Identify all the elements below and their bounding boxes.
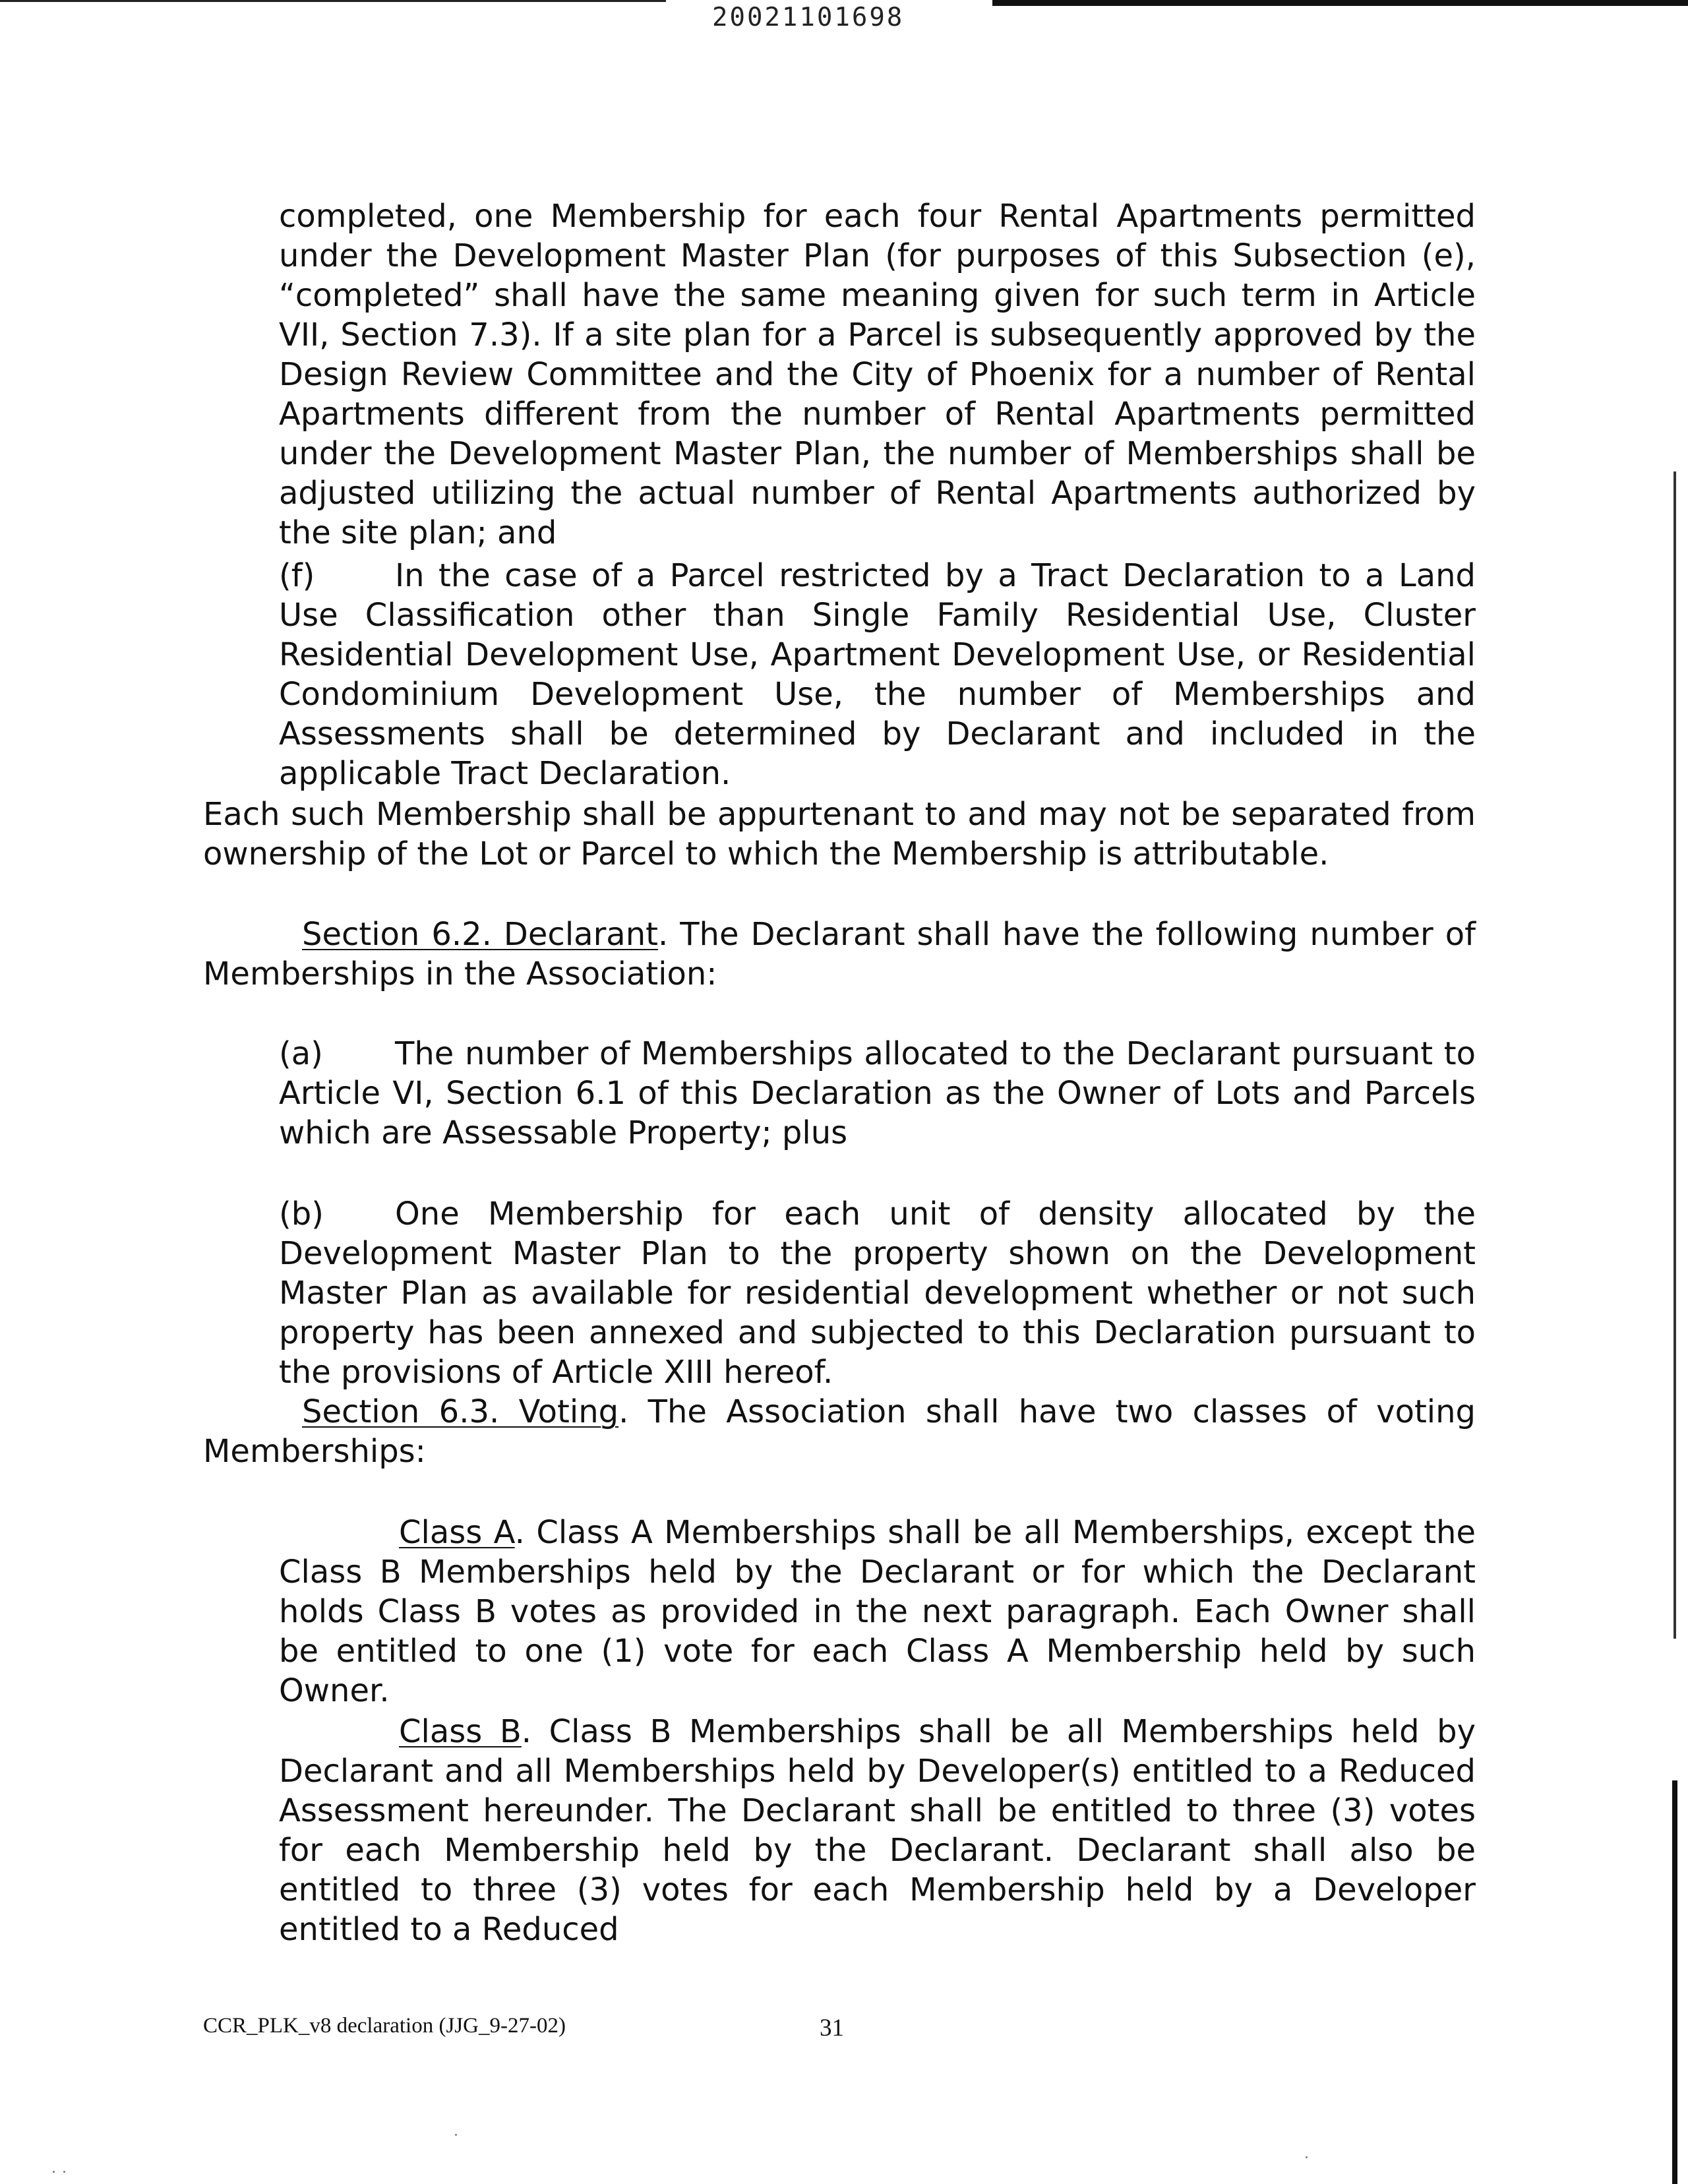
class-b-heading: Class B	[399, 1713, 522, 1750]
paragraph-b	[279, 1194, 1476, 1392]
margin-scan-line-upper	[1673, 471, 1676, 1639]
scan-speck	[53, 2171, 55, 2173]
section-6-2	[203, 915, 1476, 994]
scan-speck	[1306, 2156, 1308, 2158]
top-scan-rule-left	[0, 0, 666, 2]
section-6-2-text: . The Declarant shall have the following number of Memberships in the Association:	[203, 916, 1476, 992]
footer-page-number: 31	[820, 2015, 844, 2042]
class-a-text: . Class A Memberships shall be all Memberships, except the Class B Memberships held by the Declarant or for which the Declarant holds Class B votes as provided in the next paragraph. Each Owner shall be entitled to one (1) vote for each Class A Membership held by such Owner.	[279, 1514, 1476, 1709]
section-6-3	[203, 1392, 1476, 1471]
paragraph-e-continued: completed, one Membership for each four Rental Apartments permitted under the Development Master Plan (for purposes of this Subsection (e), “completed” shall have the same meaning given for such term in Article VII, Section 7.3). If a site plan for a Parcel is subsequently approved by the Design Review Committee and the City of Phoenix for a number of Rental Apartments different from the number of Rental Apartments permitted under the Development Master Plan, the number of Memberships shall be adjusted utilizing the actual number of Rental Apartments authorized by the site plan; and	[279, 198, 1476, 551]
paragraph-a-text: The number of Memberships allocated to the Declarant pursuant to Article VI, Section 6.1 of this Declaration as the Owner of Lots and Parcels which are Assessable Property; plus	[279, 1035, 1476, 1151]
scan-speck	[455, 2134, 457, 2136]
paragraph-b-label: (b)	[279, 1196, 324, 1232]
class-b-paragraph	[279, 1712, 1476, 1949]
top-scan-rule-right	[992, 0, 1688, 6]
paragraph-f-label: (f)	[279, 557, 315, 594]
section-6-3-text: . The Association shall have two classes of voting Memberships:	[203, 1393, 1476, 1470]
paragraph-a-label: (a)	[279, 1035, 323, 1072]
scan-speck	[63, 2171, 65, 2173]
margin-scan-line-lower	[1672, 1780, 1677, 2184]
class-a-heading: Class A	[399, 1514, 515, 1551]
paragraph-a	[279, 1034, 1476, 1153]
paragraph-f-text: In the case of a Parcel restricted by a Tract Declaration to a Land Use Classification other than Single Family Residential Use, Cluster Residential Development Use, Apartment Development Use, or Residential Condominium Development Use, the number of Memberships and Assessments shall be determined by Declarant and included in the applicable Tract Declaration.	[279, 557, 1476, 792]
paragraph-each-membership: Each such Membership shall be appurtenant to and may not be separated from ownership of the Lot or Parcel to which the Membership is attributable.	[203, 796, 1476, 872]
class-a-paragraph	[279, 1513, 1476, 1711]
class-b-text: . Class B Memberships shall be all Memberships held by Declarant and all Memberships held by Developer(s) entitled to a Reduced Assessment hereunder. The Declarant shall be entitled to three (3) votes for each Membership held by the Declarant. Declarant shall also be entitled to three (3) votes for each Membership held by a Developer entitled to a Reduced	[279, 1713, 1476, 1948]
footer-file-reference: CCR_PLK_v8 declaration (JJG_9-27-02)	[203, 2014, 566, 2038]
section-6-2-heading: Section 6.2. Declarant	[302, 916, 658, 953]
section-6-3-heading: Section 6.3. Voting	[302, 1393, 619, 1430]
recording-number: 20021101698	[712, 3, 905, 32]
paragraph-b-text: One Membership for each unit of density allocated by the Development Master Plan to the property shown on the Development Master Plan as available for residential development whether or not such property has been annexed and subjected to this Declaration pursuant to the provisions of Article XIII hereof.	[279, 1196, 1476, 1391]
paragraph-f	[279, 556, 1476, 793]
